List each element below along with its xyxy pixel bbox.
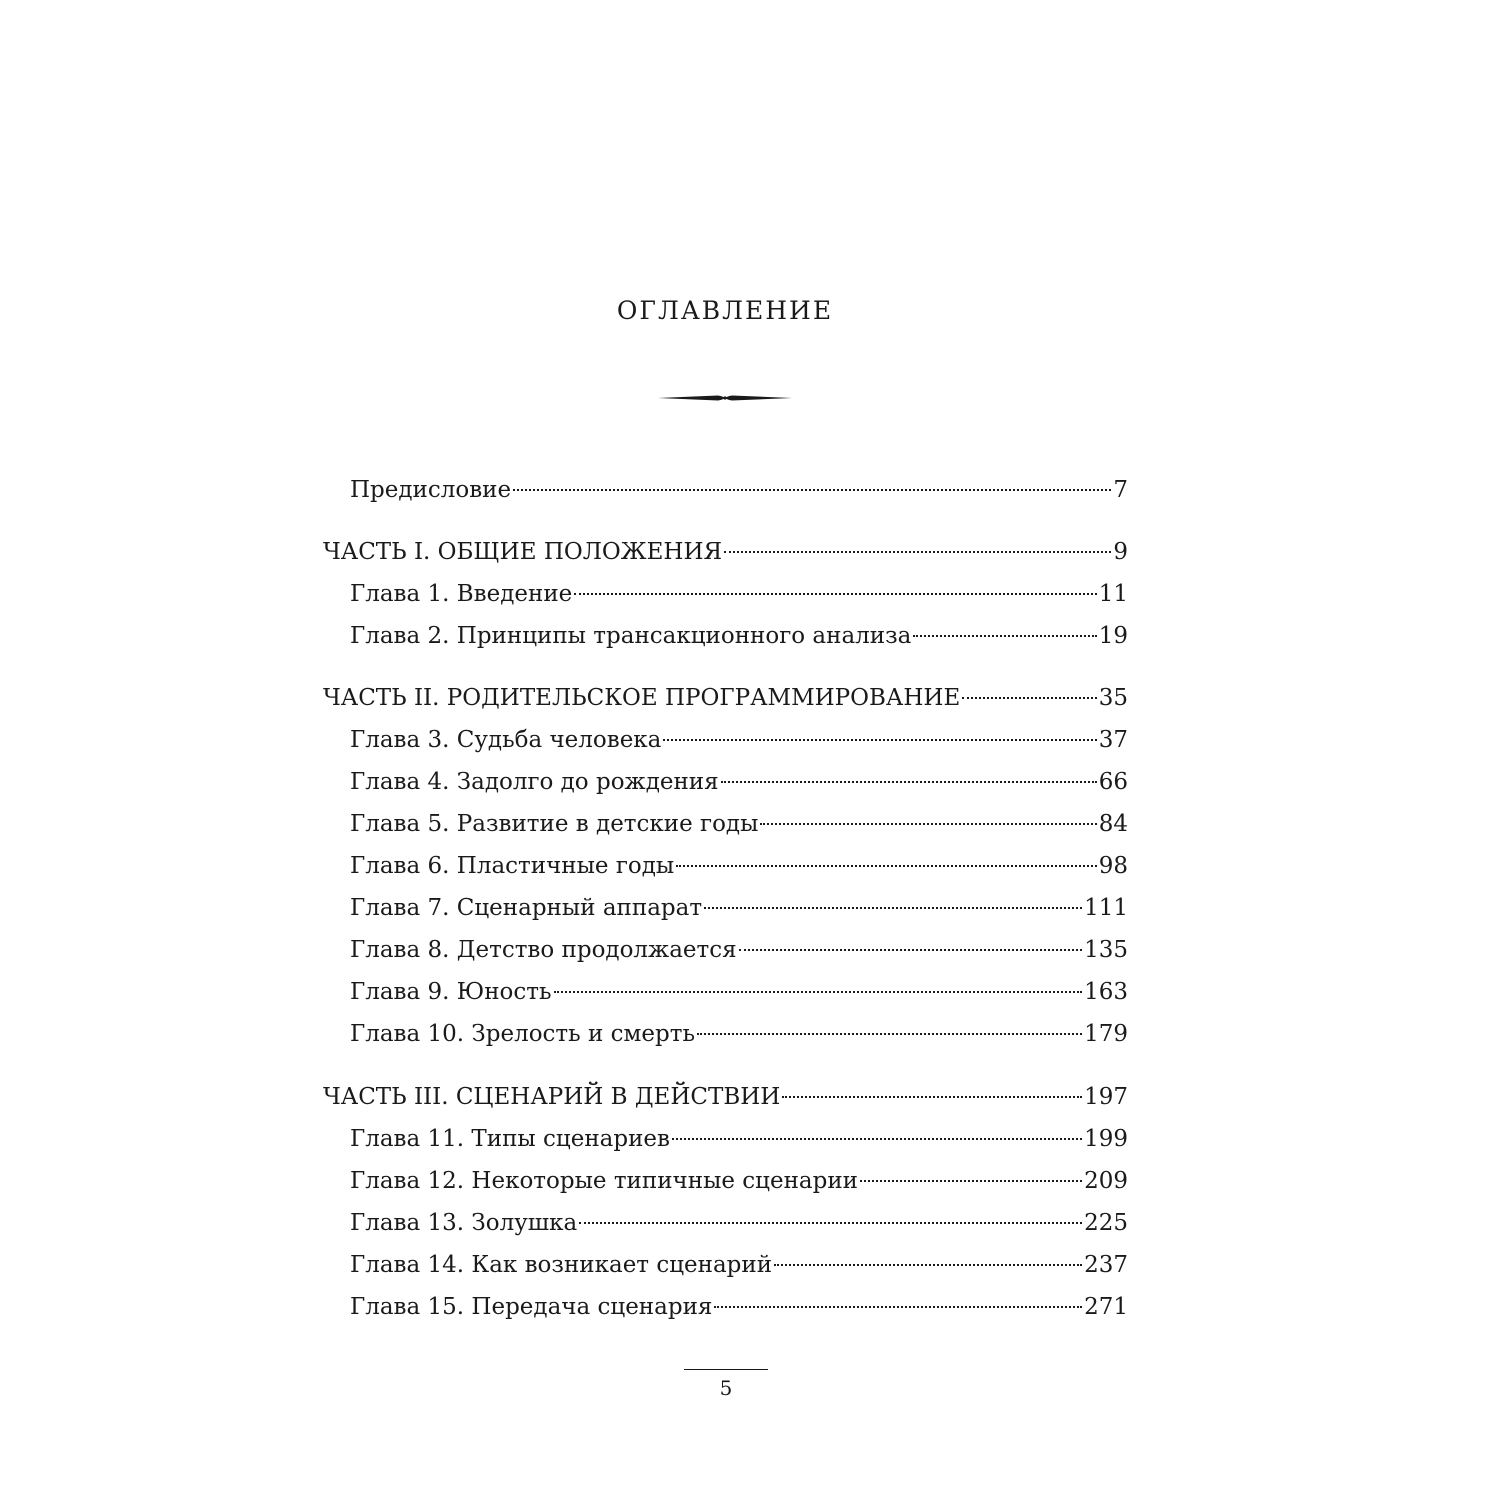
- toc-row-preface[interactable]: [350, 473, 1128, 507]
- toc-page-number: 37: [1098, 727, 1128, 753]
- dot-leader: [714, 1306, 1082, 1308]
- toc-row-chapter-14[interactable]: [350, 1248, 1128, 1282]
- toc-row-chapter-13[interactable]: [350, 1206, 1128, 1240]
- toc-page-number: 111: [1084, 895, 1128, 921]
- footer-rule: [684, 1369, 768, 1370]
- toc-row-chapter-7[interactable]: [350, 891, 1128, 925]
- toc-row-chapter-1[interactable]: [350, 577, 1128, 611]
- dot-leader: [774, 1264, 1082, 1266]
- toc-label: Глава 3. Судьба человека: [350, 727, 662, 753]
- dot-leader: [860, 1180, 1082, 1182]
- toc-label: ЧАСТЬ I. ОБЩИЕ ПОЛОЖЕНИЯ: [323, 539, 723, 565]
- toc-row-chapter-3[interactable]: [350, 723, 1128, 757]
- toc-label: Глава 5. Развитие в детские годы: [350, 811, 759, 837]
- ornament-divider-icon: [658, 390, 792, 406]
- toc-row-chapter-5[interactable]: [350, 807, 1128, 841]
- toc-row-chapter-10[interactable]: [350, 1017, 1128, 1051]
- toc-label: Глава 2. Принципы трансакционного анализа: [350, 623, 912, 649]
- dot-leader: [672, 1138, 1082, 1140]
- page-title: ОГЛАВЛЕНИЕ: [616, 296, 834, 325]
- toc-row-chapter-4[interactable]: [350, 765, 1128, 799]
- dot-leader: [704, 907, 1082, 909]
- toc-label: Глава 7. Сценарный аппарат: [350, 895, 703, 921]
- toc-page-number: 271: [1084, 1294, 1128, 1320]
- toc-label: ЧАСТЬ III. СЦЕНАРИЙ В ДЕЙСТВИИ: [323, 1084, 781, 1110]
- toc-row-part-2[interactable]: [323, 681, 1128, 715]
- dot-leader: [513, 489, 1111, 491]
- toc-label: Глава 4. Задолго до рождения: [350, 769, 719, 795]
- dot-leader: [721, 781, 1097, 783]
- dot-leader: [663, 739, 1096, 741]
- dot-leader: [676, 865, 1096, 867]
- dot-leader: [554, 991, 1083, 993]
- toc-page-number: 35: [1098, 685, 1128, 711]
- dot-leader: [724, 551, 1111, 553]
- toc-label: Глава 10. Зрелость и смерть: [350, 1021, 695, 1047]
- toc-label: Предисловие: [350, 477, 512, 503]
- toc-page-number: 19: [1098, 623, 1128, 649]
- dot-leader: [697, 1033, 1082, 1035]
- toc-page-number: 7: [1113, 477, 1128, 503]
- toc-row-chapter-11[interactable]: [350, 1122, 1128, 1156]
- dot-leader: [760, 823, 1096, 825]
- dot-leader: [913, 635, 1096, 637]
- toc-page-number: 11: [1098, 581, 1128, 607]
- toc-label: Глава 11. Типы сценариев: [350, 1126, 670, 1152]
- dot-leader: [962, 697, 1096, 699]
- dot-leader: [739, 949, 1082, 951]
- toc-row-part-3[interactable]: [323, 1080, 1128, 1114]
- toc-page-number: 225: [1084, 1210, 1128, 1236]
- toc-label: Глава 12. Некоторые типичные сценарии: [350, 1168, 859, 1194]
- toc-label: Глава 15. Передача сценария: [350, 1294, 713, 1320]
- toc-label: Глава 9. Юность: [350, 979, 552, 1005]
- toc-row-chapter-8[interactable]: [350, 933, 1128, 967]
- toc-label: Глава 13. Золушка: [350, 1210, 578, 1236]
- toc-page-number: 209: [1084, 1168, 1128, 1194]
- toc-page-number: 237: [1084, 1252, 1128, 1278]
- dot-leader: [782, 1096, 1082, 1098]
- toc-page-number: 197: [1084, 1084, 1128, 1110]
- toc-label: Глава 1. Введение: [350, 581, 573, 607]
- toc-row-chapter-12[interactable]: [350, 1164, 1128, 1198]
- toc-page-number: 163: [1084, 979, 1128, 1005]
- toc-row-part-1[interactable]: [323, 535, 1128, 569]
- dot-leader: [574, 593, 1096, 595]
- page-number: 5: [719, 1376, 733, 1400]
- toc-page-number: 84: [1098, 811, 1128, 837]
- toc-row-chapter-15[interactable]: [350, 1290, 1128, 1324]
- toc-label: Глава 6. Пластичные годы: [350, 853, 675, 879]
- toc-label: ЧАСТЬ II. РОДИТЕЛЬСКОЕ ПРОГРАММИРОВАНИЕ: [323, 685, 961, 711]
- toc-page-number: 135: [1084, 937, 1128, 963]
- toc-page-number: 199: [1084, 1126, 1128, 1152]
- dot-leader: [579, 1222, 1082, 1224]
- toc-page-number: 179: [1084, 1021, 1128, 1047]
- toc-page-number: 66: [1098, 769, 1128, 795]
- toc-row-chapter-9[interactable]: [350, 975, 1128, 1009]
- toc-page-number: 98: [1098, 853, 1128, 879]
- toc-page-number: 9: [1113, 539, 1128, 565]
- toc-row-chapter-2[interactable]: [350, 619, 1128, 653]
- toc-row-chapter-6[interactable]: [350, 849, 1128, 883]
- toc-label: Глава 8. Детство продолжается: [350, 937, 737, 963]
- toc-label: Глава 14. Как возникает сценарий: [350, 1252, 773, 1278]
